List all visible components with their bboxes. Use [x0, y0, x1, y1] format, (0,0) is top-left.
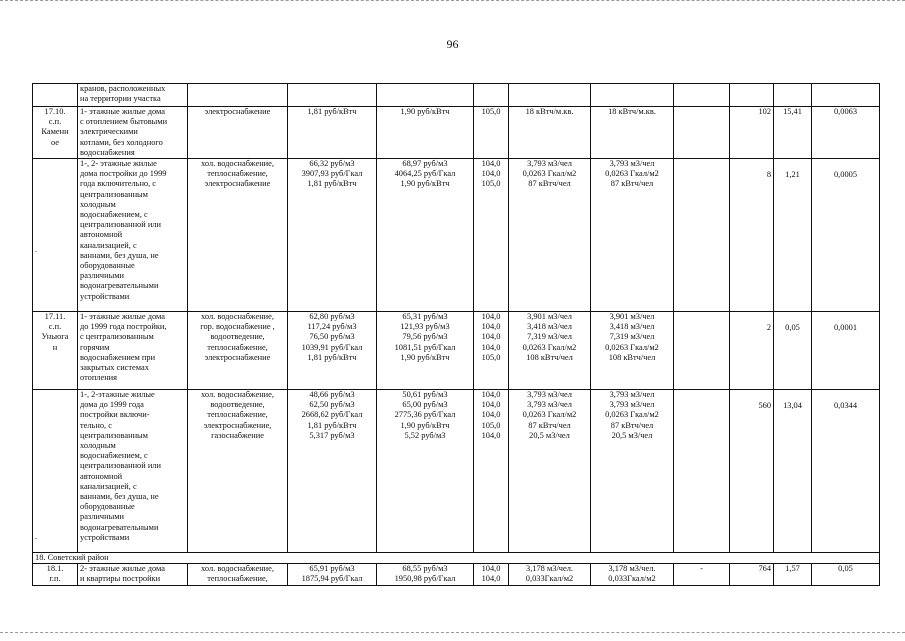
norm-new-cell: 3,901 м3/чел 3,418 м3/чел 7,319 м3/чел 0,0263 Гкал/м2 108 кВтч/чел — [591, 312, 674, 390]
share-cell: 0,0001 — [812, 312, 880, 390]
index-cell: 104,0 104,0 104,0 104,0 105,0 — [474, 312, 509, 390]
value-cell — [774, 84, 812, 107]
table-row — [33, 312, 880, 390]
row-index-cell: 17.10. с.п. Каменн ое — [33, 107, 78, 159]
tariff-prev-cell: 66,32 руб/м3 3907,93 руб/Гкал 1,81 руб/кВтч — [288, 159, 377, 312]
count-cell: 764 — [730, 564, 774, 585]
service-cell: хол. водоснабжение, теплоснабжение, — [188, 564, 288, 585]
row-index-cell — [33, 390, 78, 553]
index-cell: 104,0 104,0 105,0 — [474, 159, 509, 312]
norm-prev-cell: 3,793 м3/чел 3,793 м3/чел 0,0263 Гкал/м2 87 кВтч/чел 20,5 м3/чел — [509, 390, 591, 553]
table-row — [33, 107, 880, 159]
tariff-prev-cell: 1,81 руб/кВтч — [288, 107, 377, 159]
share-cell: 0,05 — [812, 564, 880, 585]
page-number: 96 — [446, 37, 459, 51]
row-index-cell — [33, 84, 78, 107]
table-row — [33, 564, 880, 585]
tariff-prev-cell: 48,66 руб/м3 62,50 руб/м3 2668,62 руб/Гкал 1,81 руб/кВтч 5,317 руб/м3 — [288, 390, 377, 553]
count-cell — [730, 84, 774, 107]
housing-description-cell: кранов, расположенных на территории участка — [78, 84, 188, 107]
housing-description-cell: 1-, 2-этажные жилые дома до 1999 года постройки включи- тельно, с централизованным холодным водоснабжением, с централизованной или автономной канализацией, с ваннами, без душа, не оборудованные различными водонагревательными устройствами — [78, 390, 188, 553]
mark-cell — [674, 390, 730, 553]
table-row — [33, 159, 880, 312]
bullet-mark: . — [35, 531, 38, 541]
service-cell: хол. водоснабжение, теплоснабжение, электроснабжение — [188, 159, 288, 312]
housing-description-cell: 1-, 2- этажные жилые дома постройки до 1999 года включительно, с централизованным холодным водоснабжением, с централизованной или автономной канализацией, с ваннами, без душа, не оборудованные различными водонагревательными устройствами — [78, 159, 188, 312]
value-cell: 1,57 — [774, 564, 812, 585]
service-cell: хол. водоснабжение, водоотведение, теплоснабжение, электроснабжение, газоснабжение — [188, 390, 288, 553]
row-index-cell: 18.1. г.п. — [33, 564, 78, 585]
norm-new-cell — [591, 84, 674, 107]
section-title: 18. Советский район — [33, 553, 880, 564]
housing-description-cell: 1- этажные жилые дома с отоплением бытовыми электрическими котлами, без холодного водоснабжения — [78, 107, 188, 159]
index-cell: 104,0 104,0 — [474, 564, 509, 585]
service-cell: электроснабжение — [188, 107, 288, 159]
value-cell: 13,04 — [774, 390, 812, 553]
value-cell: 1,21 — [774, 159, 812, 312]
count-cell: 2 — [730, 312, 774, 390]
value-cell: 15,41 — [774, 107, 812, 159]
mark-cell — [674, 84, 730, 107]
count-cell: 102 — [730, 107, 774, 159]
count-cell: 8 — [730, 159, 774, 312]
norm-prev-cell: 18 кВтч/м.кв. — [509, 107, 591, 159]
index-cell: 104,0 104,0 104,0 105,0 104,0 — [474, 390, 509, 553]
mark-cell — [674, 107, 730, 159]
norm-prev-cell — [509, 84, 591, 107]
housing-description-cell: 1- этажные жилые дома до 1999 года постройки, с централизованным горячим водоснабжением при закрытых системах отопления — [78, 312, 188, 390]
service-cell: хол. водоснабжение, гор. водоснабжение , водоотведение, теплоснабжение, электроснабжение — [188, 312, 288, 390]
norm-new-cell: 3,178 м3/чел. 0,033Гкал/м2 — [591, 564, 674, 585]
service-cell — [188, 84, 288, 107]
tariff-new-cell: 1,90 руб/кВтч — [377, 107, 474, 159]
row-index-cell: 17.11. с.п. Уньюга н — [33, 312, 78, 390]
mark-cell — [674, 312, 730, 390]
index-cell — [474, 84, 509, 107]
share-cell — [812, 84, 880, 107]
mark-cell: - — [674, 564, 730, 585]
norm-new-cell: 18 кВтч/м.кв. — [591, 107, 674, 159]
tariff-prev-cell — [288, 84, 377, 107]
tariff-table — [32, 83, 880, 586]
mark-cell — [674, 159, 730, 312]
tariff-new-cell: 68,55 руб/м3 1950,98 руб/Гкал — [377, 564, 474, 585]
scan-edge-top — [0, 0, 905, 6]
value-cell: 0,05 — [774, 312, 812, 390]
norm-new-cell: 3,793 м3/чел 3,793 м3/чел 0,0263 Гкал/м2 87 кВтч/чел 20,5 м3/чел — [591, 390, 674, 553]
tariff-prev-cell: 62,80 руб/м3 117,24 руб/м3 76,50 руб/м3 1039,91 руб/Гкал 1,81 руб/кВтч — [288, 312, 377, 390]
norm-prev-cell: 3,901 м3/чел 3,418 м3/чел 7,319 м3/чел 0,0263 Гкал/м2 108 кВтч/чел — [509, 312, 591, 390]
norm-prev-cell: 3,793 м3/чел 0,0263 Гкал/м2 87 кВтч/чел — [509, 159, 591, 312]
section-row — [33, 553, 880, 564]
norm-prev-cell: 3,178 м3/чел. 0,033Гкал/м2 — [509, 564, 591, 585]
tariff-new-cell: 50,61 руб/м3 65,00 руб/м3 2775,36 руб/Гкал 1,90 руб/кВтч 5,52 руб/м3 — [377, 390, 474, 553]
share-cell: 0,0344 — [812, 390, 880, 553]
share-cell: 0,0005 — [812, 159, 880, 312]
table-row — [33, 84, 880, 107]
index-cell: 105,0 — [474, 107, 509, 159]
tariff-new-cell — [377, 84, 474, 107]
bullet-mark: . — [35, 244, 38, 254]
row-index-cell — [33, 159, 78, 312]
count-cell: 560 — [730, 390, 774, 553]
housing-description-cell: 2- этажные жилые дома и квартиры постройки — [78, 564, 188, 585]
table-row — [33, 390, 880, 553]
tariff-new-cell: 68,97 руб/м3 4064,25 руб/Гкал 1,90 руб/кВтч — [377, 159, 474, 312]
share-cell: 0,0063 — [812, 107, 880, 159]
norm-new-cell: 3,793 м3/чел 0,0263 Гкал/м2 87 кВтч/чел — [591, 159, 674, 312]
tariff-new-cell: 65,31 руб/м3 121,93 руб/м3 79,56 руб/м3 1081,51 руб/Гкал 1,90 руб/кВтч — [377, 312, 474, 390]
tariff-prev-cell: 65,91 руб/м3 1875,94 руб/Гкал — [288, 564, 377, 585]
